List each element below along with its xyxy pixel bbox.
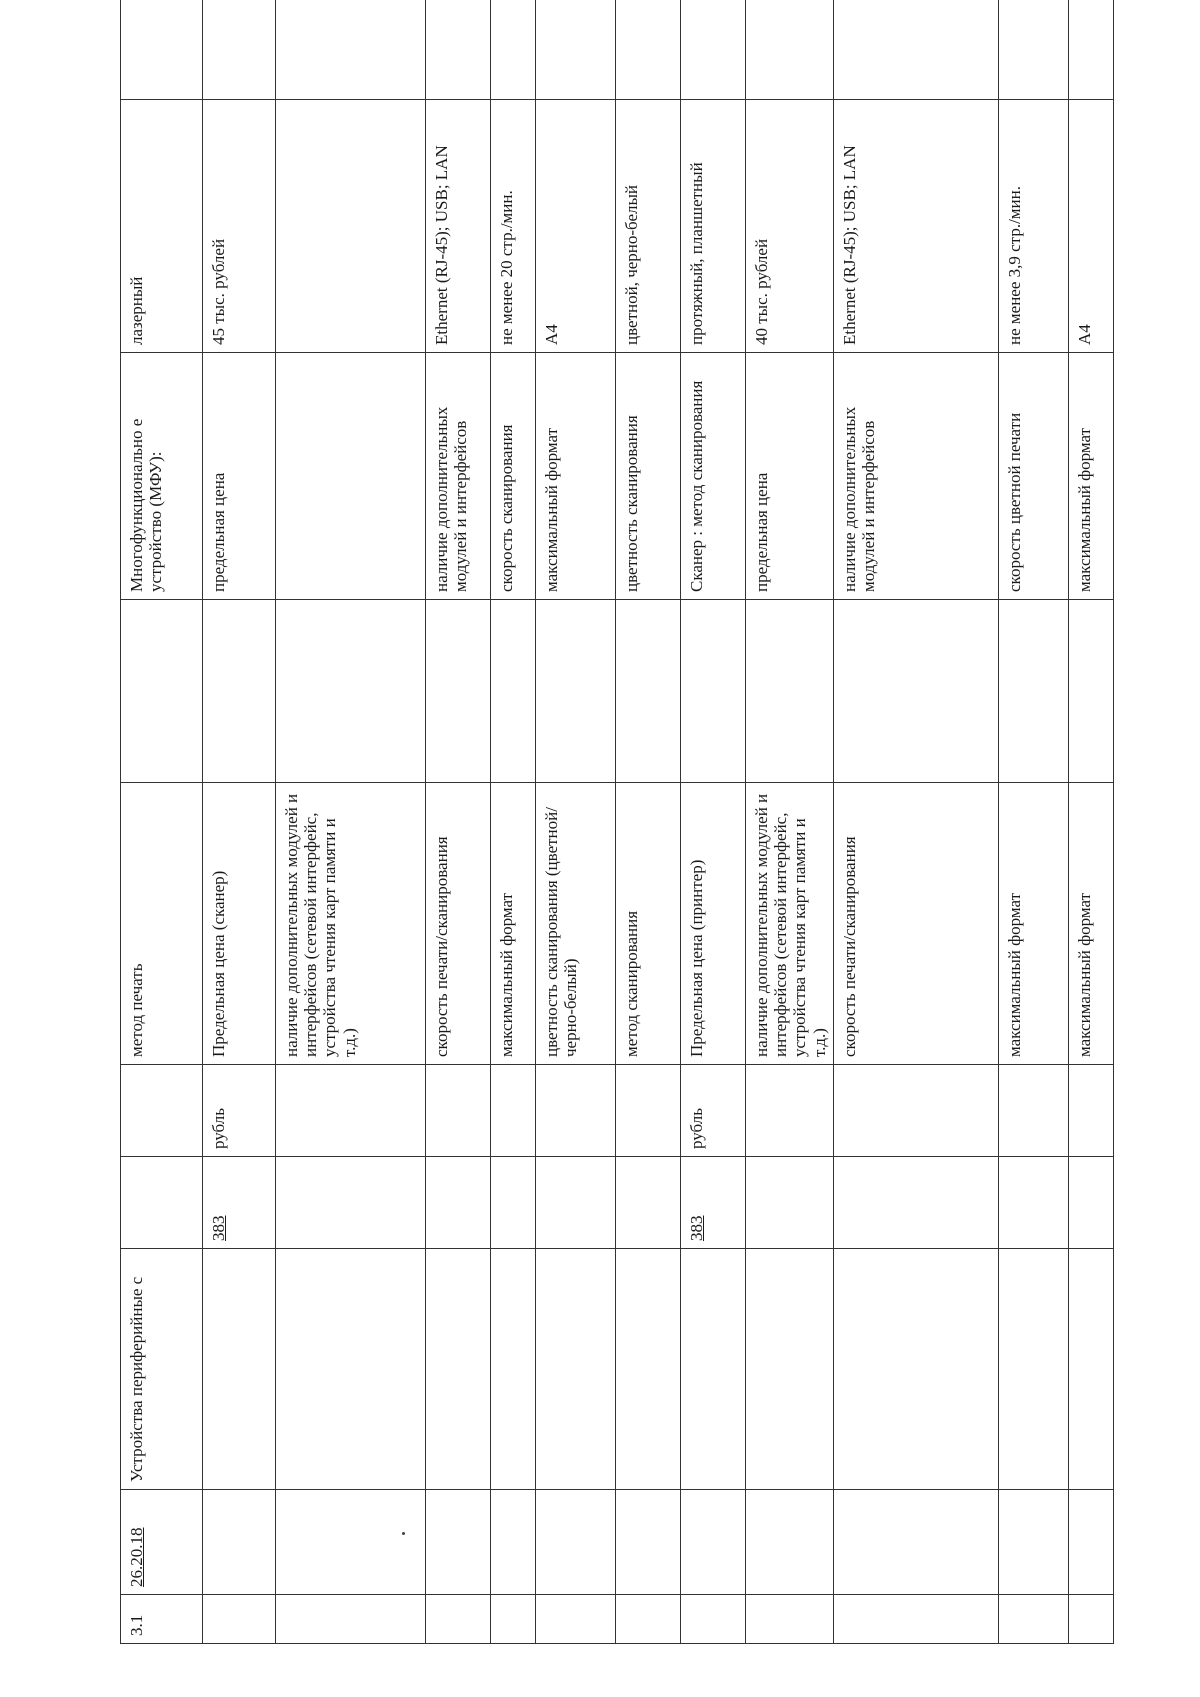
extra-cell — [121, 0, 203, 100]
row-number-cell — [426, 1595, 491, 1644]
row-number-cell — [203, 1595, 276, 1644]
okpd-code-cell — [1068, 1490, 1113, 1595]
unit-cell — [121, 1065, 203, 1157]
item-name-cell: скорость цветной печати — [998, 353, 1068, 600]
rotated-document-page — [120, 144, 1100, 1644]
item-name-cell: скорость сканирования — [491, 353, 536, 600]
okpd-code-cell — [616, 1490, 681, 1595]
table-row — [426, 0, 491, 1644]
characteristic-cell: метод печать — [121, 783, 203, 1065]
value-cell — [616, 600, 681, 783]
value-cell — [681, 600, 746, 783]
extra-cell — [203, 0, 276, 100]
row-number-cell — [681, 1595, 746, 1644]
item-value-cell: A4 — [536, 100, 616, 353]
product-name-cell — [616, 1249, 681, 1490]
table-row — [1068, 0, 1113, 1644]
extra-cell — [426, 0, 491, 100]
okpd-code-cell — [276, 1490, 426, 1595]
item-value-cell: A4 — [1068, 100, 1113, 353]
okei-code: 383 — [209, 1215, 228, 1241]
item-value-cell: 40 тыс. рублей — [746, 100, 834, 353]
value-cell — [536, 600, 616, 783]
item-value-cell: цветной, черно-белый — [616, 100, 681, 353]
okei-code-cell — [491, 1157, 536, 1249]
okei-code-cell — [998, 1157, 1068, 1249]
item-name-cell: Сканер : метод сканирования — [681, 353, 746, 600]
okei-code: 383 — [687, 1215, 706, 1241]
unit-cell: рубль — [681, 1065, 746, 1157]
item-name-cell: предельная цена — [746, 353, 834, 600]
table-row — [276, 0, 426, 1644]
item-value-cell: протяжный, планшетный — [681, 100, 746, 353]
table-row — [998, 0, 1068, 1644]
characteristic-cell: максимальный формат — [1068, 783, 1113, 1065]
value-cell — [426, 600, 491, 783]
okei-code-cell — [746, 1157, 834, 1249]
unit-cell — [276, 1065, 426, 1157]
okpd-code-cell — [203, 1490, 276, 1595]
value-cell — [998, 600, 1068, 783]
characteristic-cell: цветность сканирования (цветной/черно-белый) — [536, 783, 616, 1065]
extra-cell — [491, 0, 536, 100]
extra-cell — [681, 0, 746, 100]
characteristic-cell: Предельная цена (сканер) — [203, 783, 276, 1065]
item-name-cell: наличие дополнительных модулей и интерфейсов — [426, 353, 491, 600]
value-cell — [203, 600, 276, 783]
characteristic-cell: метод сканирования — [616, 783, 681, 1065]
table-row — [203, 0, 276, 1644]
product-name-cell — [833, 1249, 998, 1490]
item-name-cell: наличие дополнительных модулей и интерфейсов — [833, 353, 998, 600]
row-number-cell: 3.1 — [121, 1595, 203, 1644]
okpd-code-cell — [681, 1490, 746, 1595]
okei-code-cell — [121, 1157, 203, 1249]
item-name-cell: максимальный формат — [536, 353, 616, 600]
item-name-cell: предельная цена — [203, 353, 276, 600]
row-number-cell — [746, 1595, 834, 1644]
product-name-cell — [681, 1249, 746, 1490]
okpd-code-cell — [121, 1490, 203, 1595]
okei-code-cell — [681, 1157, 746, 1249]
characteristic-cell: скорость печати/сканирования — [426, 783, 491, 1065]
extra-cell — [276, 0, 426, 100]
extra-cell — [833, 0, 998, 100]
okei-code-cell — [426, 1157, 491, 1249]
item-value-cell — [276, 100, 426, 353]
extra-cell — [616, 0, 681, 100]
unit-cell — [833, 1065, 998, 1157]
okei-code-cell — [833, 1157, 998, 1249]
okei-code-cell — [276, 1157, 426, 1249]
product-name-cell — [746, 1249, 834, 1490]
item-name-cell — [276, 353, 426, 600]
product-name-cell — [203, 1249, 276, 1490]
value-cell — [746, 600, 834, 783]
item-value-cell: лазерный — [121, 100, 203, 353]
item-name-cell: Многофункционально е устройство (МФУ): — [121, 353, 203, 600]
scan-speck — [402, 1532, 405, 1535]
item-name-cell: цветность сканирования — [616, 353, 681, 600]
table-row — [833, 0, 998, 1644]
product-name-cell — [536, 1249, 616, 1490]
table-row — [616, 0, 681, 1644]
extra-cell — [746, 0, 834, 100]
unit-cell — [536, 1065, 616, 1157]
unit-cell — [491, 1065, 536, 1157]
okpd-code-cell — [746, 1490, 834, 1595]
okpd-code: 26.20.18 — [127, 1527, 146, 1587]
value-cell — [1068, 600, 1113, 783]
characteristic-cell: максимальный формат — [998, 783, 1068, 1065]
okei-code-cell — [536, 1157, 616, 1249]
okei-code-cell — [1068, 1157, 1113, 1249]
item-value-cell: Ethernet (RJ-45); USB; LAN — [833, 100, 998, 353]
product-name-cell — [491, 1249, 536, 1490]
okpd-code-cell — [998, 1490, 1068, 1595]
row-number-cell — [833, 1595, 998, 1644]
row-number-cell — [616, 1595, 681, 1644]
unit-cell — [616, 1065, 681, 1157]
item-value-cell: Ethernet (RJ-45); USB; LAN — [426, 100, 491, 353]
value-cell — [276, 600, 426, 783]
item-value-cell: не менее 20 стр./мин. — [491, 100, 536, 353]
item-value-cell: не менее 3,9 стр./мин. — [998, 100, 1068, 353]
product-name-cell: Устройства периферийные с — [121, 1249, 203, 1490]
unit-cell — [998, 1065, 1068, 1157]
product-name-cell — [426, 1249, 491, 1490]
value-cell — [121, 600, 203, 783]
row-number-cell — [491, 1595, 536, 1644]
okpd-code-cell — [426, 1490, 491, 1595]
extra-cell — [536, 0, 616, 100]
extra-cell — [998, 0, 1068, 100]
item-name-cell: максимальный формат — [1068, 353, 1113, 600]
unit-cell — [1068, 1065, 1113, 1157]
unit-cell: рубль — [203, 1065, 276, 1157]
okei-code-cell — [616, 1157, 681, 1249]
table-row — [536, 0, 616, 1644]
characteristic-cell: максимальный формат — [491, 783, 536, 1065]
table-row — [491, 0, 536, 1644]
value-cell — [491, 600, 536, 783]
row-number-cell — [276, 1595, 426, 1644]
value-cell — [833, 600, 998, 783]
characteristic-cell: Предельная цена (принтер) — [681, 783, 746, 1065]
okpd-code-cell — [833, 1490, 998, 1595]
okpd-code-cell — [536, 1490, 616, 1595]
characteristic-cell: наличие дополнительных модулей и интерфейсов (сетевой интерфейс, устройства чтения карт памяти и т.д.) — [746, 783, 834, 1065]
row-number-cell — [1068, 1595, 1113, 1644]
item-value-cell: 45 тыс. рублей — [203, 100, 276, 353]
characteristic-cell: скорость печати/сканирования — [833, 783, 998, 1065]
okei-code-cell — [203, 1157, 276, 1249]
product-name-cell — [998, 1249, 1068, 1490]
table-row — [681, 0, 746, 1644]
table-row — [746, 0, 834, 1644]
specification-table — [120, 0, 1114, 1644]
product-name-cell — [276, 1249, 426, 1490]
extra-cell — [1068, 0, 1113, 100]
unit-cell — [746, 1065, 834, 1157]
characteristic-cell: наличие дополнительных модулей и интерфейсов (сетевой интерфейс, устройства чтения карт памяти и т.д.) — [276, 783, 426, 1065]
product-name-cell — [1068, 1249, 1113, 1490]
row-number-cell — [998, 1595, 1068, 1644]
row-number-cell — [536, 1595, 616, 1644]
okpd-code-cell — [491, 1490, 536, 1595]
unit-cell — [426, 1065, 491, 1157]
table-row — [121, 0, 203, 1644]
